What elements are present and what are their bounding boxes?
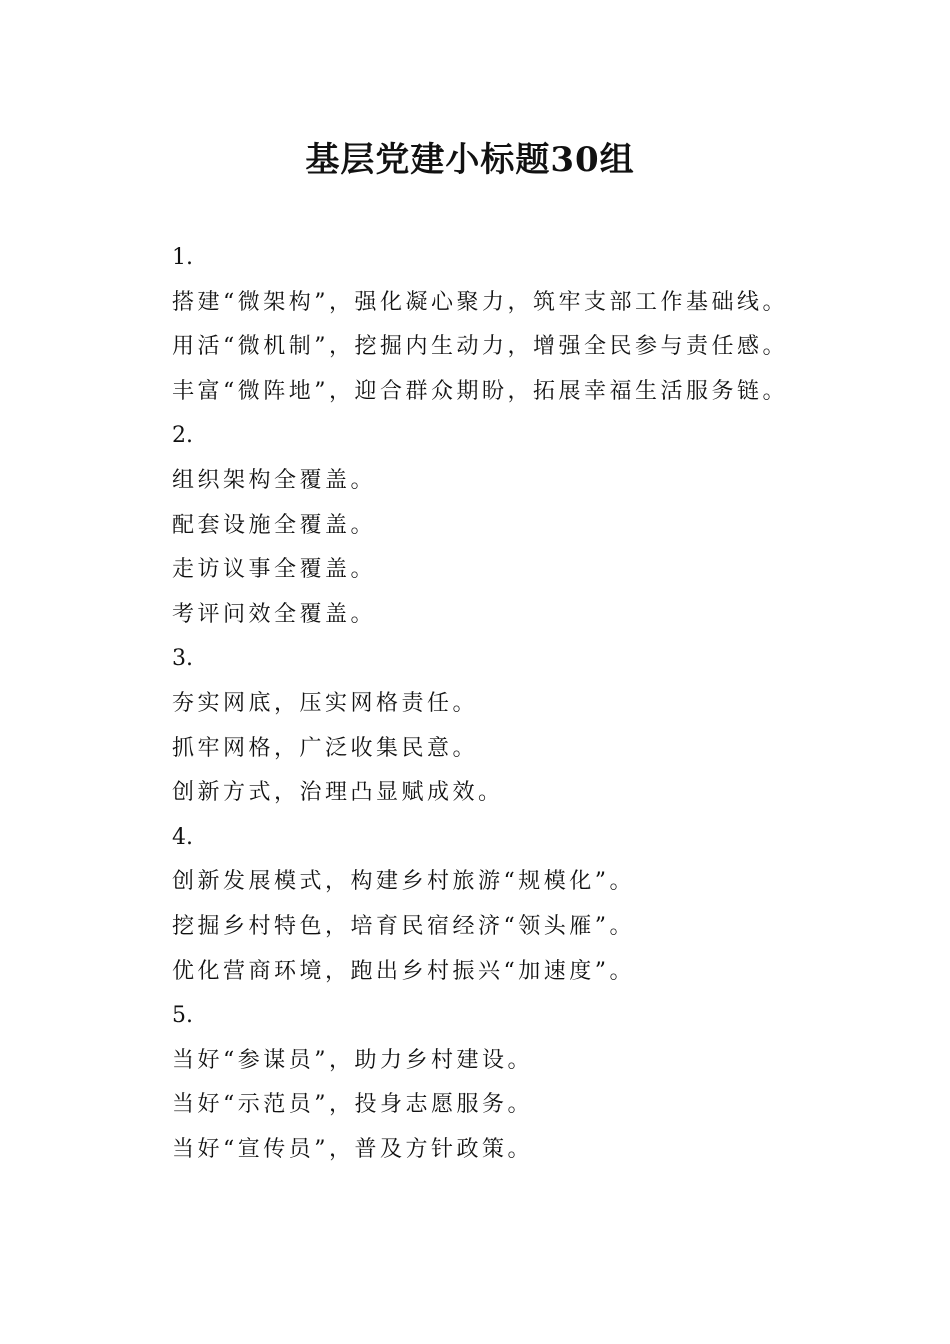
list-item: 当好“宣传员”，普及方针政策。 xyxy=(172,1136,533,1162)
list-item: 考评问效全覆盖。 xyxy=(172,601,377,627)
group-number: 5. xyxy=(172,1003,193,1029)
group-2 xyxy=(172,414,872,637)
list-item: 挖掘乡村特色，培育民宿经济“领头雁”。 xyxy=(172,913,635,939)
page-title: 基层党建小标题30组 xyxy=(305,140,635,180)
list-item: 夯实网底，压实网格责任。 xyxy=(172,690,479,716)
list-item: 创新方式，治理凸显赋成效。 xyxy=(172,780,504,806)
group-number: 1. xyxy=(172,245,193,270)
group-number: 4. xyxy=(172,824,193,850)
group-5 xyxy=(172,994,872,1172)
group-number: 3. xyxy=(172,646,193,672)
group-number: 2. xyxy=(172,423,193,449)
document-body xyxy=(172,236,872,1172)
group-1 xyxy=(172,236,872,414)
list-item: 当好“参谋员”，助力乡村建设。 xyxy=(172,1047,533,1073)
group-4 xyxy=(172,816,872,994)
list-item: 创新发展模式，构建乡村旅游“规模化”。 xyxy=(172,869,635,895)
group-3 xyxy=(172,637,872,815)
list-item: 抓牢网格，广泛收集民意。 xyxy=(172,735,479,761)
list-item: 走访议事全覆盖。 xyxy=(172,557,377,583)
list-item: 组织架构全覆盖。 xyxy=(172,467,377,493)
list-item: 配套设施全覆盖。 xyxy=(172,512,377,538)
list-item: 丰富“微阵地”，迎合群众期盼，拓展幸福生活服务链。 xyxy=(172,378,788,404)
list-item: 优化营商环境，跑出乡村振兴“加速度”。 xyxy=(172,958,635,984)
list-item: 搭建“微架构”，强化凝心聚力，筑牢支部工作基础线。 xyxy=(172,289,788,315)
list-item: 当好“示范员”，投身志愿服务。 xyxy=(172,1092,533,1118)
list-item: 用活“微机制”，挖掘内生动力，增强全民参与责任感。 xyxy=(172,334,788,360)
